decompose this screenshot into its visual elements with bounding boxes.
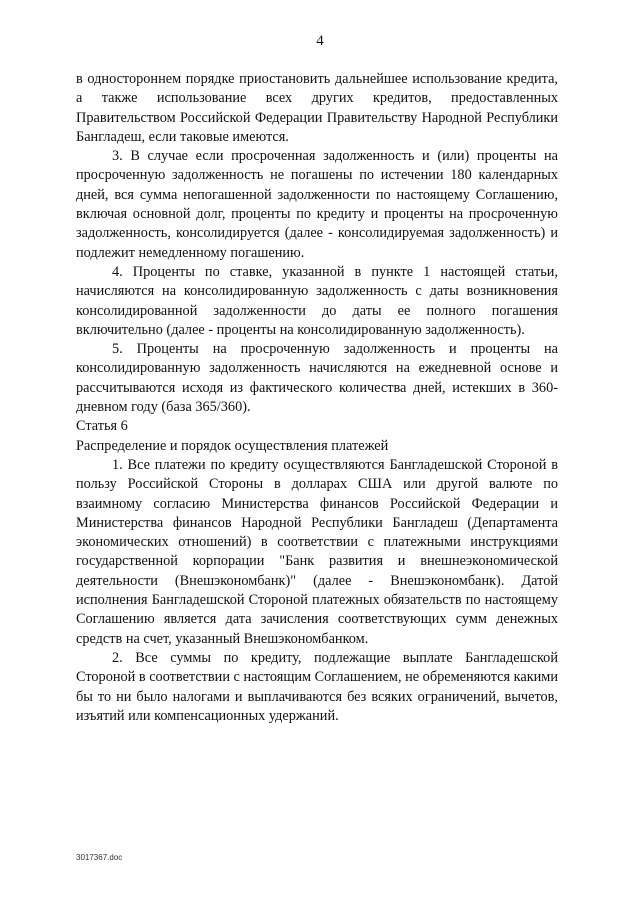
page-number: 4 xyxy=(316,33,324,49)
paragraph-article6-clause-2: 2. Все суммы по кредиту, подлежащие выплате Бангладешской Стороной в соответствии с настоящим Соглашением, не обременяются какими бы то ни было налогами и выплачиваются без всяких ограничений, вычетов, изъятий или компенсационных удержаний. xyxy=(76,649,559,724)
document-file-code: 3017367.doc xyxy=(76,853,123,862)
article-number-heading: Статья 6 xyxy=(76,418,128,435)
paragraph-clause-4: 4. Проценты по ставке, указанной в пункте 1 настоящей статьи, начисляются на консолидированную задолженность с даты возникновения консолидированной задолженности до даты ее полного погашения включительно (далее - проценты на консолидированную задолженность). xyxy=(76,263,558,338)
document-body xyxy=(76,70,558,726)
paragraph-continuation: в одностороннем порядке приостановить дальнейшее использование кредита, а также использование всех других кредитов, предоставленных Правительством Российской Федерации Правительству Народной Республики Бангладеш, если таковые имеются. xyxy=(76,71,558,145)
paragraph-article6-clause-1: 1. Все платежи по кредиту осуществляются Бангладешской Стороной в пользу Российской Стороны в долларах США или другой валюте по взаимному согласию Министерства финансов Российской Федерации и Министерства финансов Народной Республики Бангладеш (Департамента экономических отношений) в соответствии с платежными инструкциями государственной корпорации "Банк развития и внешнеэкономической деятельности (Внешэкономбанк)" (далее - Внешэкономбанк). Датой исполнения Бангладешской Стороной платежных обязательств по настоящему Соглашению является дата зачисления соответствующих сумм денежных средств на счет, указанный Внешэкономбанком. xyxy=(76,456,558,647)
article-title-heading: Распределение и порядок осуществления платежей xyxy=(76,437,389,454)
paragraph-clause-3: 3. В случае если просроченная задолженность и (или) проценты на просроченную задолженность не погашены по истечении 180 календарных дней, вся сумма непогашенной задолженности по настоящему Соглашению, включая основной долг, проценты по кредиту и проценты на просроченную задолженность, консолидируется (далее - консолидируемая задолженность) и подлежит немедленному погашению. xyxy=(76,148,558,261)
paragraph-clause-5: 5. Проценты на просроченную задолженность и проценты на консолидированную задолженность начисляются на ежедневной основе и рассчитываются исходя из фактического количества дней, истекших в 360-дневном году (база 365/360). xyxy=(76,341,558,416)
